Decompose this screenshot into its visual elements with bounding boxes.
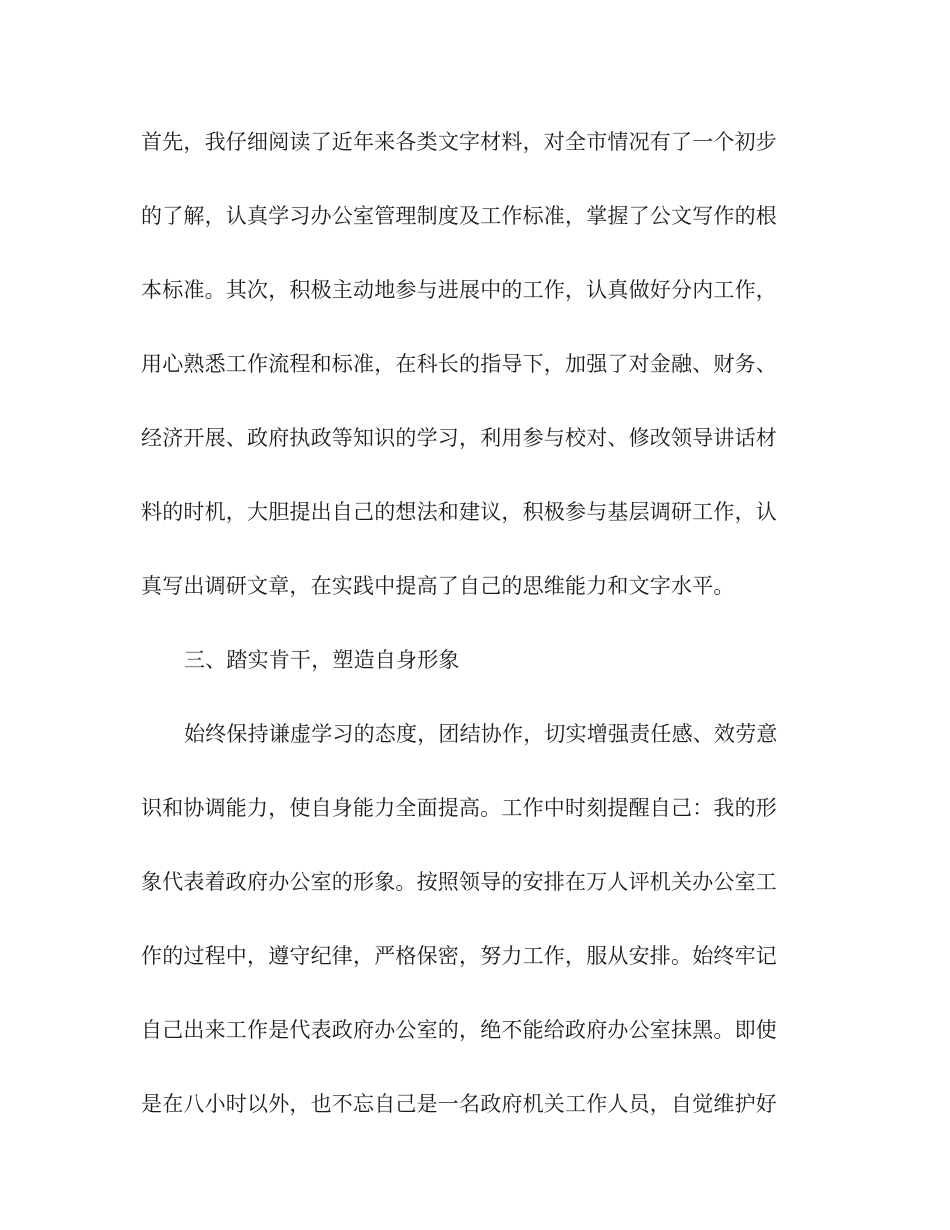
paragraph-line: 的了解，认真学习办公室管理制度及工作标准，掌握了公文写作的根 <box>141 204 777 228</box>
paragraph-line: 象代表着政府办公室的形象。按照领导的安排在万人评机关办公室工 <box>141 870 777 894</box>
paragraph-line: 是在八小时以外，也不忘自己是一名政府机关工作人员，自觉维护好 <box>141 1092 777 1116</box>
paragraph-line: 作的过程中，遵守纪律，严格保密，努力工作，服从安排。始终牢记 <box>141 944 777 968</box>
paragraph-line: 料的时机，大胆提出自己的想法和建议，积极参与基层调研工作，认 <box>141 500 777 524</box>
paragraph-line: 首先，我仔细阅读了近年来各类文字材料，对全市情况有了一个初步 <box>141 130 777 154</box>
paragraph-line: 经济开展、政府执政等知识的学习，利用参与校对、修改领导讲话材 <box>141 426 777 450</box>
paragraph-line: 自己出来工作是代表政府办公室的，绝不能给政府办公室抹黑。即使 <box>141 1018 777 1042</box>
paragraph-line: 识和协调能力，使自身能力全面提高。工作中时刻提醒自己：我的形 <box>141 796 777 820</box>
paragraph-line: 始终保持谦虚学习的态度，团结协作，切实增强责任感、效劳意 <box>184 722 778 746</box>
paragraph-line: 本标准。其次，积极主动地参与进展中的工作，认真做好分内工作， <box>141 278 777 302</box>
paragraph-line: 用心熟悉工作流程和标准，在科长的指导下，加强了对金融、财务、 <box>141 352 777 376</box>
section-heading: 三、踏实肯干，塑造自身形象 <box>184 648 460 672</box>
paragraph-line: 真写出调研文章，在实践中提高了自己的思维能力和文字水平。 <box>141 574 735 598</box>
